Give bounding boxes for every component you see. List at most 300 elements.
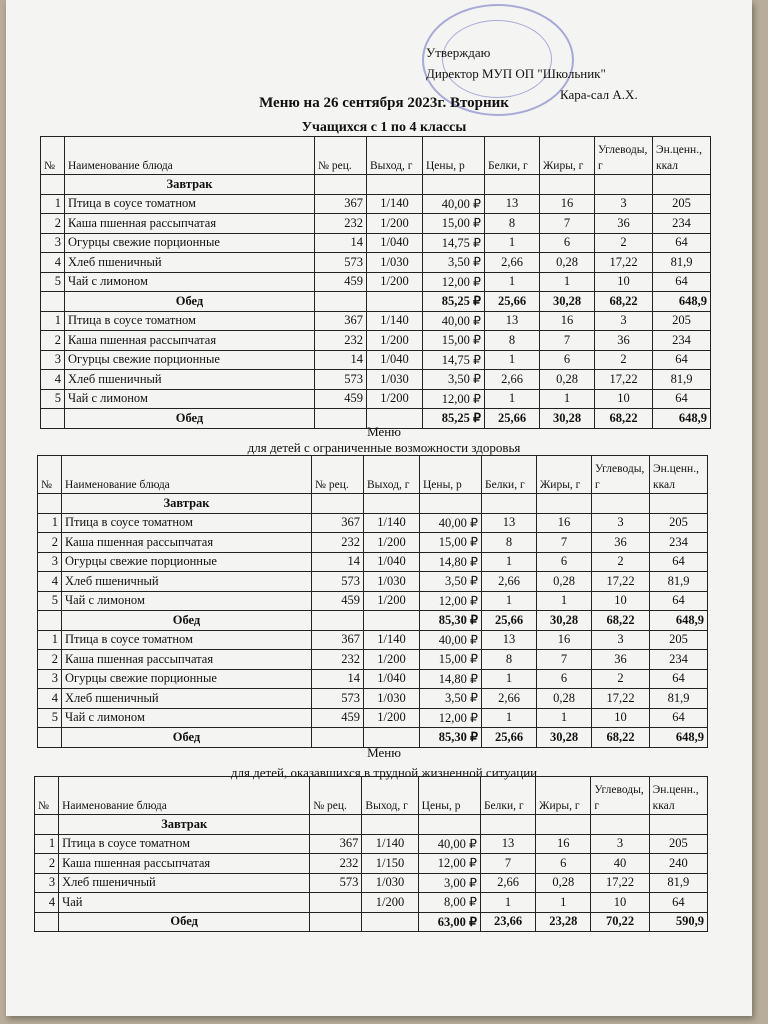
table-cell: 15,00 ₽ <box>420 650 482 670</box>
column-header: Цены, р <box>423 137 485 175</box>
column-header: Жиры, г <box>537 456 592 494</box>
cell-empty <box>650 494 708 514</box>
table-cell: 12,00 ₽ <box>423 272 485 292</box>
cell-empty <box>367 175 423 195</box>
table-row <box>38 669 708 689</box>
table-cell: 16 <box>537 513 592 533</box>
table-row <box>35 893 708 913</box>
menu-table-2 <box>37 455 708 748</box>
total-cell: 68,22 <box>595 409 653 429</box>
column-header: Наименование блюда <box>62 456 312 494</box>
approval-line-2: Директор МУП ОП "Школьник" <box>426 66 606 81</box>
table-cell: 3 <box>592 513 650 533</box>
table-cell: 17,22 <box>595 253 653 273</box>
cell-empty <box>38 728 62 748</box>
table-cell: 14,80 ₽ <box>420 552 482 572</box>
column-header: № рец. <box>310 777 362 815</box>
table-cell: Хлеб пшеничный <box>65 370 315 390</box>
column-header: Выход, г <box>362 777 418 815</box>
table-cell: 10 <box>595 389 653 409</box>
table-cell: 459 <box>315 389 367 409</box>
table-cell: Хлеб пшеничный <box>62 572 312 592</box>
table-cell: Каша пшенная рассыпчатая <box>65 331 315 351</box>
table-cell: 1 <box>482 669 537 689</box>
table-cell: 234 <box>650 650 708 670</box>
table-cell: 232 <box>310 854 362 874</box>
table-cell: Птица в соусе томатном <box>65 311 315 331</box>
table-cell: 367 <box>312 630 364 650</box>
table-header-row <box>35 777 708 815</box>
column-header: № <box>38 456 62 494</box>
table-cell: 1 <box>485 233 540 253</box>
table-cell: 1/040 <box>367 350 423 370</box>
table-cell: 5 <box>41 389 65 409</box>
table-cell: 64 <box>650 552 708 572</box>
table-cell: 1/140 <box>367 311 423 331</box>
cell-empty <box>315 409 367 429</box>
table-cell: 64 <box>650 708 708 728</box>
table-cell: 16 <box>540 194 595 214</box>
table-cell: 36 <box>595 331 653 351</box>
total-label: Обед <box>62 728 312 748</box>
total-cell: 23,66 <box>480 912 535 932</box>
table-cell: 3 <box>41 350 65 370</box>
table-cell: 8 <box>485 214 540 234</box>
table-cell: 81,9 <box>653 253 711 273</box>
total-row <box>41 292 711 312</box>
table-cell: 205 <box>650 630 708 650</box>
table-cell: 573 <box>310 873 362 893</box>
total-label: Обед <box>65 292 315 312</box>
table-row <box>41 389 711 409</box>
table-cell: 1/140 <box>362 834 418 854</box>
table-cell: 234 <box>650 533 708 553</box>
table-cell: Чай с лимоном <box>62 708 312 728</box>
total-cell: 23,28 <box>536 912 591 932</box>
table-cell: 6 <box>540 233 595 253</box>
table-cell: 367 <box>315 311 367 331</box>
table-cell: 13 <box>482 513 537 533</box>
table-cell: 2,66 <box>480 873 535 893</box>
total-row <box>41 409 711 429</box>
table-cell: 1 <box>38 630 62 650</box>
table-cell: 40,00 ₽ <box>418 834 480 854</box>
table3-caption: Меню <box>367 745 401 760</box>
total-label: Обед <box>59 912 310 932</box>
table-cell: 14,80 ₽ <box>420 669 482 689</box>
table-cell: 1 <box>485 350 540 370</box>
column-header: Белки, г <box>480 777 535 815</box>
cell-empty <box>480 815 535 835</box>
table-cell: 64 <box>653 350 711 370</box>
table-row <box>41 311 711 331</box>
table-cell: 367 <box>310 834 362 854</box>
table-cell: Птица в соусе томатном <box>65 194 315 214</box>
table-cell: 1/200 <box>364 533 420 553</box>
total-cell: 30,28 <box>537 611 592 631</box>
table-cell: 6 <box>537 552 592 572</box>
column-header: № рец. <box>312 456 364 494</box>
total-cell: 68,22 <box>592 728 650 748</box>
column-header: Выход, г <box>364 456 420 494</box>
table-cell: 1/200 <box>367 272 423 292</box>
table-cell: 205 <box>653 311 711 331</box>
table-cell: 1/200 <box>364 708 420 728</box>
table-cell: 1/200 <box>367 214 423 234</box>
section-row-breakfast <box>35 815 708 835</box>
table-cell: 14 <box>315 233 367 253</box>
table-cell: 1 <box>537 708 592 728</box>
table-cell: 1/200 <box>362 893 418 913</box>
column-header: Жиры, г <box>540 137 595 175</box>
total-cell: 648,9 <box>653 409 711 429</box>
table-cell: 3 <box>41 233 65 253</box>
table-cell: 205 <box>649 834 707 854</box>
table-cell: 7 <box>540 331 595 351</box>
table-cell: Хлеб пшеничный <box>59 873 310 893</box>
table-cell: Каша пшенная рассыпчатая <box>65 214 315 234</box>
table-cell: 1/030 <box>362 873 418 893</box>
table-cell: 1 <box>485 272 540 292</box>
table-cell: 232 <box>315 331 367 351</box>
table-cell: 5 <box>38 591 62 611</box>
table-cell: 1/030 <box>367 370 423 390</box>
table-cell: 1/030 <box>364 689 420 709</box>
column-header: Эн.ценн., ккал <box>650 456 708 494</box>
column-header: № <box>35 777 59 815</box>
table-cell: 16 <box>536 834 591 854</box>
table-row <box>41 370 711 390</box>
approval-line-1: Утверждаю <box>426 45 491 60</box>
table-cell: Каша пшенная рассыпчатая <box>59 854 310 874</box>
cell-empty <box>367 292 423 312</box>
total-cell: 25,66 <box>485 292 540 312</box>
table-cell: 36 <box>595 214 653 234</box>
table-cell: 17,22 <box>592 572 650 592</box>
table-cell: 367 <box>312 513 364 533</box>
table-cell: 4 <box>38 689 62 709</box>
table-cell: 16 <box>540 311 595 331</box>
table-cell: 573 <box>315 253 367 273</box>
table-cell: 40,00 ₽ <box>420 630 482 650</box>
menu-table-1 <box>40 136 711 429</box>
table-cell: 40,00 ₽ <box>423 194 485 214</box>
table-row <box>41 253 711 273</box>
total-label: Обед <box>65 409 315 429</box>
column-header: Наименование блюда <box>59 777 310 815</box>
table-cell: 2 <box>35 854 59 874</box>
table-cell: 13 <box>482 630 537 650</box>
table-cell: 1 <box>38 513 62 533</box>
column-header: Углеводы, г <box>592 456 650 494</box>
table-cell: 0,28 <box>537 689 592 709</box>
table-cell: 0,28 <box>537 572 592 592</box>
total-row <box>35 912 708 932</box>
cell-empty <box>312 611 364 631</box>
table-cell: 36 <box>592 533 650 553</box>
table-cell: 1/200 <box>364 591 420 611</box>
total-cell: 85,25 ₽ <box>423 409 485 429</box>
table-cell: Чай <box>59 893 310 913</box>
column-header: Наименование блюда <box>65 137 315 175</box>
table-cell: 0,28 <box>536 873 591 893</box>
column-header: Белки, г <box>482 456 537 494</box>
table-cell: 40,00 ₽ <box>423 311 485 331</box>
cell-empty <box>362 912 418 932</box>
total-cell: 25,66 <box>482 728 537 748</box>
section-label: Завтрак <box>59 815 310 835</box>
table-row <box>38 552 708 572</box>
table-cell: 36 <box>592 650 650 670</box>
table-cell: 3 <box>35 873 59 893</box>
table-cell: 1/140 <box>364 513 420 533</box>
table-cell: 15,00 ₽ <box>420 533 482 553</box>
table-cell: 459 <box>312 591 364 611</box>
table-cell: 10 <box>592 591 650 611</box>
cell-empty <box>362 815 418 835</box>
table-cell: 234 <box>653 214 711 234</box>
table-cell: 2,66 <box>482 689 537 709</box>
table-header-row <box>38 456 708 494</box>
table-cell: 17,22 <box>595 370 653 390</box>
table-cell: 205 <box>653 194 711 214</box>
table-cell: 4 <box>38 572 62 592</box>
table-cell: 12,00 ₽ <box>423 389 485 409</box>
table-cell: 3,50 ₽ <box>420 572 482 592</box>
section-label: Завтрак <box>65 175 315 195</box>
table-row <box>41 214 711 234</box>
section-row-breakfast <box>38 494 708 514</box>
table-cell: 2,66 <box>485 253 540 273</box>
table-cell: 205 <box>650 513 708 533</box>
cell-empty <box>315 175 367 195</box>
total-cell: 85,25 ₽ <box>423 292 485 312</box>
table-row <box>35 873 708 893</box>
table-row <box>38 689 708 709</box>
table-row <box>38 650 708 670</box>
total-cell: 63,00 ₽ <box>418 912 480 932</box>
table-cell: Хлеб пшеничный <box>62 689 312 709</box>
table-cell: 5 <box>38 708 62 728</box>
table-cell: 10 <box>591 893 649 913</box>
column-header: Выход, г <box>367 137 423 175</box>
table-cell: 1 <box>540 389 595 409</box>
table-cell: Огурцы свежие порционные <box>62 552 312 572</box>
table-row <box>38 591 708 611</box>
section-row-breakfast <box>41 175 711 195</box>
table-cell: 16 <box>537 630 592 650</box>
column-header: № <box>41 137 65 175</box>
table-cell: 6 <box>537 669 592 689</box>
table-cell: 2 <box>592 669 650 689</box>
table-cell: 1 <box>482 708 537 728</box>
table-cell: 17,22 <box>592 689 650 709</box>
table-row <box>41 350 711 370</box>
table-cell: 4 <box>41 253 65 273</box>
table-cell: 232 <box>312 533 364 553</box>
table-row <box>38 513 708 533</box>
table-cell: 1 <box>482 591 537 611</box>
table-cell: 8 <box>485 331 540 351</box>
menu-table-3 <box>34 776 708 932</box>
table-cell: 15,00 ₽ <box>423 214 485 234</box>
table-cell: 3 <box>592 630 650 650</box>
table-cell: 13 <box>480 834 535 854</box>
cell-empty <box>540 175 595 195</box>
table-cell: 14 <box>312 669 364 689</box>
table-cell: 1/030 <box>367 253 423 273</box>
cell-empty <box>653 175 711 195</box>
table-cell: 1/200 <box>364 650 420 670</box>
table-cell: 2,66 <box>482 572 537 592</box>
table-cell: 1/140 <box>367 194 423 214</box>
total-row <box>38 611 708 631</box>
table-cell: 12,00 ₽ <box>420 708 482 728</box>
table-cell: 1 <box>480 893 535 913</box>
table3-caption2: для детей, оказавшихся в трудной жизненной ситуации <box>230 765 538 780</box>
cell-empty <box>312 494 364 514</box>
total-cell: 85,30 ₽ <box>420 728 482 748</box>
table-cell: 367 <box>315 194 367 214</box>
table-row <box>41 331 711 351</box>
table-cell: 64 <box>649 893 707 913</box>
table-cell: 12,00 ₽ <box>420 591 482 611</box>
table-cell: Чай с лимоном <box>62 591 312 611</box>
table-cell: Каша пшенная рассыпчатая <box>62 533 312 553</box>
total-label: Обед <box>62 611 312 631</box>
table2-caption2: для детей с ограниченные возможности здоровья <box>247 440 521 455</box>
total-cell: 30,28 <box>540 409 595 429</box>
cell-empty <box>38 611 62 631</box>
table-cell: 0,28 <box>540 253 595 273</box>
total-cell: 30,28 <box>540 292 595 312</box>
table-cell: Огурцы свежие порционные <box>65 350 315 370</box>
total-cell: 648,9 <box>650 728 708 748</box>
total-cell: 648,9 <box>650 611 708 631</box>
table-cell: 3,50 ₽ <box>423 253 485 273</box>
table-cell: 1 <box>41 311 65 331</box>
table-cell: 10 <box>595 272 653 292</box>
table-cell: 240 <box>649 854 707 874</box>
total-row <box>38 728 708 748</box>
table-cell: 3 <box>591 834 649 854</box>
cell-empty <box>485 175 540 195</box>
total-cell: 648,9 <box>653 292 711 312</box>
total-cell: 25,66 <box>482 611 537 631</box>
total-cell: 85,30 ₽ <box>420 611 482 631</box>
column-header: № рец. <box>315 137 367 175</box>
table-cell: 13 <box>485 311 540 331</box>
table-cell: 3,50 ₽ <box>423 370 485 390</box>
cell-empty <box>35 815 59 835</box>
cell-empty <box>420 494 482 514</box>
cell-empty <box>315 292 367 312</box>
table-cell: Хлеб пшеничный <box>65 253 315 273</box>
table-cell: 64 <box>650 669 708 689</box>
total-cell: 68,22 <box>595 292 653 312</box>
table-cell: 40 <box>591 854 649 874</box>
table-cell: 573 <box>315 370 367 390</box>
table-cell: 1 <box>540 272 595 292</box>
column-header: Эн.ценн., ккал <box>649 777 707 815</box>
table-row <box>41 233 711 253</box>
table-cell: 1 <box>485 389 540 409</box>
cell-empty <box>41 409 65 429</box>
table-cell: Огурцы свежие порционные <box>62 669 312 689</box>
table-cell: 64 <box>653 233 711 253</box>
cell-empty <box>312 728 364 748</box>
page-subtitle: Учащихся с 1 по 4 классы <box>301 120 467 135</box>
table-cell: Птица в соусе томатном <box>62 630 312 650</box>
cell-empty <box>591 815 649 835</box>
table-row <box>38 572 708 592</box>
table-cell: 1 <box>35 834 59 854</box>
table-cell: 3 <box>595 194 653 214</box>
table-cell: 2 <box>38 533 62 553</box>
table-row <box>38 708 708 728</box>
table-header-row <box>41 137 711 175</box>
total-cell: 30,28 <box>537 728 592 748</box>
table-row <box>41 194 711 214</box>
table-cell: 40,00 ₽ <box>420 513 482 533</box>
table-cell: 3,50 ₽ <box>420 689 482 709</box>
column-header: Цены, р <box>418 777 480 815</box>
cell-empty <box>41 292 65 312</box>
table-cell: 2 <box>38 650 62 670</box>
table-cell: 573 <box>312 572 364 592</box>
table-cell: 6 <box>536 854 591 874</box>
column-header: Жиры, г <box>536 777 591 815</box>
table-cell: 64 <box>653 389 711 409</box>
cell-empty <box>595 175 653 195</box>
section-label: Завтрак <box>62 494 312 514</box>
table2-caption: Меню <box>367 424 401 439</box>
cell-empty <box>367 409 423 429</box>
table-cell: 459 <box>312 708 364 728</box>
table-cell <box>310 893 362 913</box>
table-cell: Птица в соусе томатном <box>62 513 312 533</box>
table-cell: 459 <box>315 272 367 292</box>
table-cell: 10 <box>592 708 650 728</box>
table-cell: 8 <box>482 533 537 553</box>
cell-empty <box>364 728 420 748</box>
page-title: Меню на 26 сентября 2023г. Вторник <box>259 95 509 111</box>
table-cell: 1/140 <box>364 630 420 650</box>
table-cell: 573 <box>312 689 364 709</box>
table-cell: 1 <box>482 552 537 572</box>
table-cell: 7 <box>537 533 592 553</box>
table-row <box>41 272 711 292</box>
table-cell: 1 <box>537 591 592 611</box>
table-cell: 3 <box>38 552 62 572</box>
table-cell: 0,28 <box>540 370 595 390</box>
table-cell: Огурцы свежие порционные <box>65 233 315 253</box>
cell-empty <box>41 175 65 195</box>
table-cell: 14,75 ₽ <box>423 350 485 370</box>
column-header: Углеводы, г <box>595 137 653 175</box>
total-cell: 70,22 <box>591 912 649 932</box>
total-cell: 25,66 <box>485 409 540 429</box>
column-header: Белки, г <box>485 137 540 175</box>
table-cell: 1/200 <box>367 331 423 351</box>
table-cell: 7 <box>540 214 595 234</box>
table-cell: 64 <box>653 272 711 292</box>
table-cell: 1/040 <box>364 552 420 572</box>
table-cell: 7 <box>537 650 592 670</box>
table-cell: Чай с лимоном <box>65 389 315 409</box>
column-header: Углеводы, г <box>591 777 649 815</box>
table-cell: 2 <box>41 214 65 234</box>
